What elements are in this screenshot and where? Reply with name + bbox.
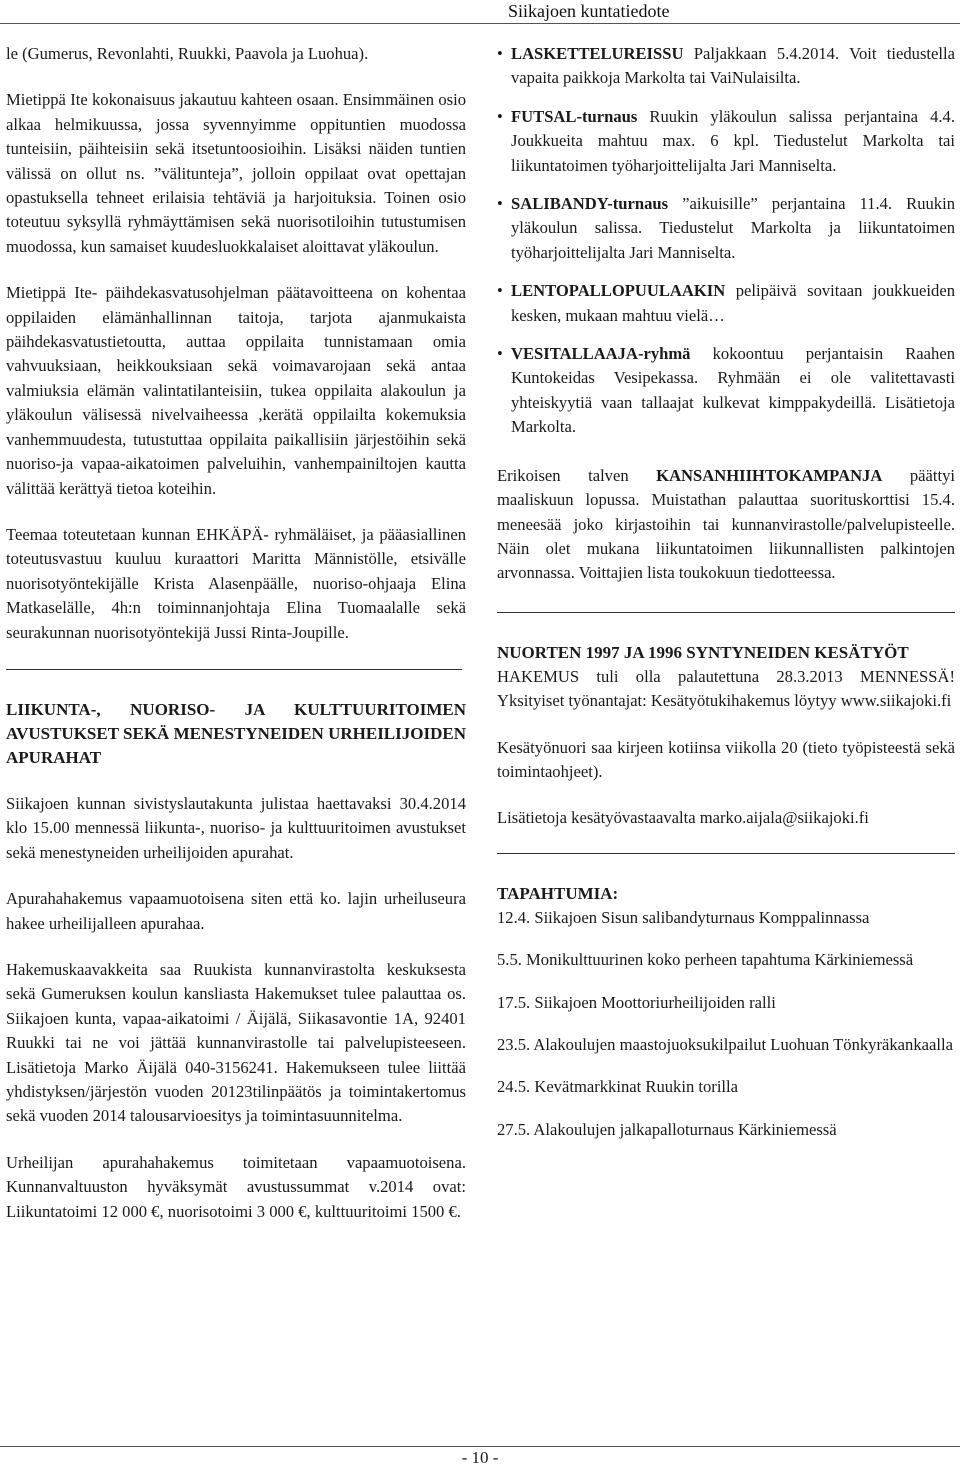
grants-paragraph-2: Apurahahakemus vapaamuotoisena siten että ko. lajin urheiluseura hakee urheilijalleen apurahaa. (6, 889, 466, 933)
right-column (497, 42, 955, 1160)
section-divider (497, 853, 955, 854)
campaign-text-post: päättyi maaliskuun lopussa. Muistathan palauttaa suorituskorttisi 15.4. meneesää joko kirjastoihin tai kunnanvirastolle/palvelupisteelle. Näin olet mukana liikuntatoimen liikunnallisten palkintojen arvonnassa. Voittajien lista toukokuun tiedotteessa. (497, 465, 956, 583)
activity-list (497, 42, 955, 440)
item-title: FUTSAL-turnaus (511, 106, 638, 126)
publication-title: Siikajoen kuntatiedote (508, 1, 670, 21)
list-item (497, 279, 955, 328)
page-footer (0, 1438, 960, 1468)
list-item (497, 42, 955, 91)
grants-heading: LIIKUNTA-, NUORISO- JA KULTTUURITOIMEN AVUSTUKSET SEKÄ MENESTYNEIDEN URHEILIJOIDEN APURAHAT (6, 699, 466, 767)
left-paragraph-3: Mietippä Ite- päihdekasvatusohjelman päätavoitteena on kohentaa oppilaiden elämänhallinnan taitoja, tarjota ajanmukaista päihdekasvatustietoutta, auttaa oppilaita tunnistamaan omia vahvuuksiaan, heikkouksiaan sekä voimavarojaan sekä antaa valmiuksia elämän valintatilanteisiin, tukea oppilaita alakoulun ja yläkoulun välisessä nivelvaiheessa ,kerätä oppilailta kokemuksia vanhemmuudesta, tutustuttaa oppilaita paikallisiin järjestöihin sekä nuoriso-ja vapaa-aikatoimen palveluihin, vanhempainiltojen kautta välittää kerättyä tietoa koteihin. (6, 283, 466, 498)
event-item: 23.5. Alakoulujen maastojuoksukilpailut Luohuan Tönkyräkankaalla (497, 1034, 953, 1054)
event-item: 27.5. Alakoulujen jalkapalloturnaus Kärkiniemessä (497, 1119, 837, 1139)
events-heading: TAPAHTUMIA: (497, 883, 619, 903)
summer-jobs-paragraph-1: HAKEMUS tuli olla palautettuna 28.3.2013 MENNESSÄ! Yksityiset työnantajat: Kesätyötukihakemus löytyy www.siikajoki.fi (497, 666, 955, 711)
list-item (497, 192, 955, 265)
summer-jobs-paragraph-3: Lisätietoja kesätyövastaavalta marko.aijala@siikajoki.fi (497, 808, 869, 828)
header-rule (0, 23, 960, 24)
page-header (0, 0, 960, 24)
footer-rule (0, 1446, 960, 1447)
item-text: Ruukin yläkoulun salissa perjantaina 4.4. Joukkueita mahtuu max. 6 kpl. Tiedustelut Markolta tai liikuntatoimen työharjoittelijalta Jari Manniselta. (511, 106, 955, 175)
ski-campaign-paragraph (497, 464, 955, 586)
left-paragraph-1: le (Gumerus, Revonlahti, Ruukki, Paavola ja Luohua). (6, 44, 369, 63)
left-column (6, 42, 466, 1246)
campaign-name: KANSANHIIHTOKAMPANJA (656, 465, 883, 485)
left-paragraph-2: Mietippä Ite kokonaisuus jakautuu kahteen osaan. Ensimmäinen osio alkaa helmikuussa, jossa syvennyimme oppituntien muodossa tunteisiin, päihteisiin sekä itsetuntoosioihin. Lisäksi näiden tuntien välissä on ollut ns. ”välitunteja”, jolloin oppilaat ovat opettajan opastuksella tehneet erilaisia tehtäviä ja harjoituksia. Toinen osio toteutuu syksyllä ryhmäyttämisen sekä nuorisotiloihin tutustumisen muodossa, kun samaiset kuudesluokkalaiset aloittavat yläkoulun. (6, 90, 466, 256)
event-item: 17.5. Siikajoen Moottoriurheilijoiden ralli (497, 992, 776, 1012)
section-divider (497, 612, 955, 613)
campaign-text-pre: Erikoisen talven (497, 465, 657, 485)
events-section (497, 882, 955, 1142)
item-title: LASKETTELUREISSU (511, 44, 684, 63)
left-paragraph-4: Teemaa toteutetaan kunnan EHKÄPÄ- ryhmäläiset, ja pääasiallinen toteutusvastuu kuuluu kuraattori Maritta Männistölle, etsivälle nuorisotyöntekijälle Krista Alasenpäälle, nuoriso-ohjaaja Elina Matkaselälle, 4h:n toiminnanjohtaja Elina Tuomaalalle sekä seurakunnan nuorisotyöntekijä Jussi Rinta-Joupille. (6, 524, 466, 642)
item-text: Paljakkaan 5.4.2014. Voit tiedustella vapaita paikkoja Markolta tai VaiNulaisilta. (511, 44, 955, 88)
item-text: pelipäivä sovitaan joukkueiden kesken, mukaan mahtuu vielä… (511, 281, 955, 325)
event-item: 24.5. Kevätmarkkinat Ruukin torilla (497, 1077, 739, 1097)
list-item (497, 342, 955, 440)
page-number: - 10 - (461, 1448, 499, 1467)
event-item: 12.4. Siikajoen Sisun salibandyturnaus Komppalinnassa (497, 907, 870, 927)
section-divider (6, 669, 462, 670)
event-item: 5.5. Monikulttuurinen koko perheen tapahtuma Kärkiniemessä (497, 950, 914, 970)
item-text: kokoontuu perjantaisin Raahen Kuntokeidas Vesipekassa. Ryhmään ei ole valitettavasti yhteiskyytiä vaan tallaajat kulkevat kimppakydeillä. Lisätietoja Markolta. (511, 344, 955, 437)
grants-paragraph-4: Urheilijan apurahahakemus toimitetaan vapaamuotoisena. Kunnanvaltuuston hyväksymät avustussummat v.2014 ovat: Liikuntatoimi 12 000 €, nuorisotoimi 3 000 €, kulttuuritoimi 1500 €. (6, 1152, 466, 1221)
grants-paragraph-1: Siikajoen kunnan sivistyslautakunta julistaa haettavaksi 30.4.2014 klo 15.00 mennessä liikunta-, nuoriso- ja kulttuuritoimen avustukset sekä menestyneiden urheilijoiden apurahat. (6, 793, 466, 862)
summer-jobs-heading: NUORTEN 1997 JA 1996 SYNTYNEIDEN KESÄTYÖT (497, 642, 909, 662)
item-title: LENTOPALLOPUULAAKIN (511, 281, 726, 301)
grants-paragraph-3: Hakemuskaavakkeita saa Ruukista kunnanvirastolta keskuksesta sekä Gumeruksen koulun kansliasta Hakemukset tulee palauttaa os. Siikajoen kunta, vapaa-aikatoimi / Äijälä, Siikasavontie 1A, 92401 Ruukki tai ne voi jättää kunnanvirastolle tai palvelupisteeseen. Lisätietoja Marko Äijälä 040-3156241. Hakemukseen tulee liittää yhdistyksen/järjestön vuoden 20123tilinpäätös ja toimintakertomus sekä vuoden 2014 talousarvioesitys ja toimintasuunnitelma. (6, 959, 466, 1126)
item-text: ”aikuisille” perjantaina 11.4. Ruukin yläkoulun salissa. Tiedustelut Markolta ja liikuntatoimen työharjoittelijalta Jari Manniselta. (511, 194, 955, 262)
item-title: VESITALLAAJA-ryhmä (511, 344, 691, 364)
item-title: SALIBANDY-turnaus (511, 194, 669, 214)
summer-jobs-paragraph-2: Kesätyönuori saa kirjeen kotiinsa viikolla 20 (tieto työpisteestä sekä toimintaohjeet). (497, 737, 955, 781)
list-item (497, 105, 955, 178)
